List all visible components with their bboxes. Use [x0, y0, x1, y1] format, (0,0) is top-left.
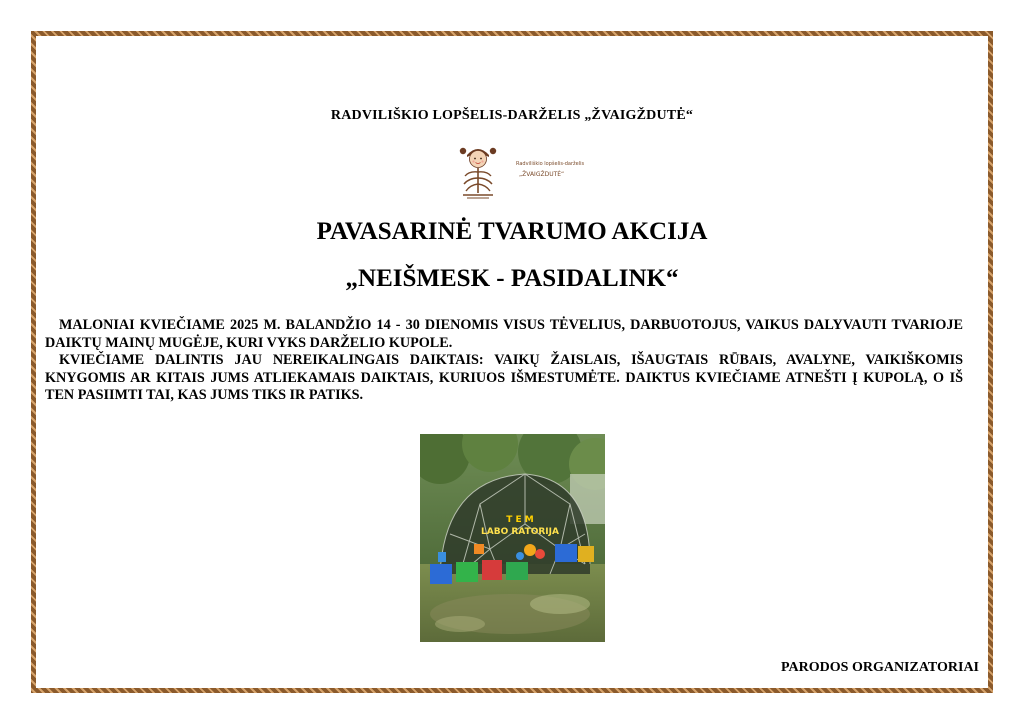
child-with-hands-logo-icon — [460, 148, 496, 198]
event-title: PAVASARINĖ TVARUMO AKCIJA — [316, 218, 708, 245]
event-slogan: „NEIŠMESK - PASIDALINK“ — [345, 265, 679, 292]
invitation-text — [45, 317, 963, 405]
logo-caption-name: Radviliškio lopšelis-darželis — [516, 161, 585, 167]
dome-photo — [420, 434, 605, 642]
svg-text:T E M: T E M — [506, 515, 534, 525]
dome-sign: LABO RATORIJA — [481, 527, 559, 537]
invitation-paragraph-2: KVIEČIAME DALINTIS JAU NEREIKALINGAIS DAIKTAIS: VAIKŲ ŽAISLAIS, IŠAUGTAIS RŪBAIS, AVALYNE, VAIKIŠKOMIS KNYGOMIS AR KITAIS JUMS ATLIEKAMAIS DAIKTAIS, KURIUOS IŠMESTUMĖTE. DAIKTUS KVIEČIAME ATNEŠTI Į KUPOLĄ, O IŠ TEN PASIIMTI TAI, KAS JUMS TIKS IR PATIKS. — [45, 352, 963, 403]
organization-name: RADVILIŠKIO LOPŠELIS-DARŽELIS „ŽVAIGŽDUTĖ“ — [330, 108, 694, 123]
organizers-signature: PARODOS ORGANIZATORIAI — [781, 660, 979, 675]
invitation-paragraph-1: MALONIAI KVIEČIAME 2025 M. BALANDŽIO 14 - 30 DIENOMIS VISUS TĖVELIUS, DARBUOTOJUS, VAIKUS DALYVAUTI TVARIOJE DAIKTŲ MAINŲ MUGĖJE, KURI VYKS DARŽELIO KUPOLE. — [45, 317, 963, 351]
logo-caption-title: „ŽVAIGŽDUTĖ“ — [519, 171, 565, 178]
